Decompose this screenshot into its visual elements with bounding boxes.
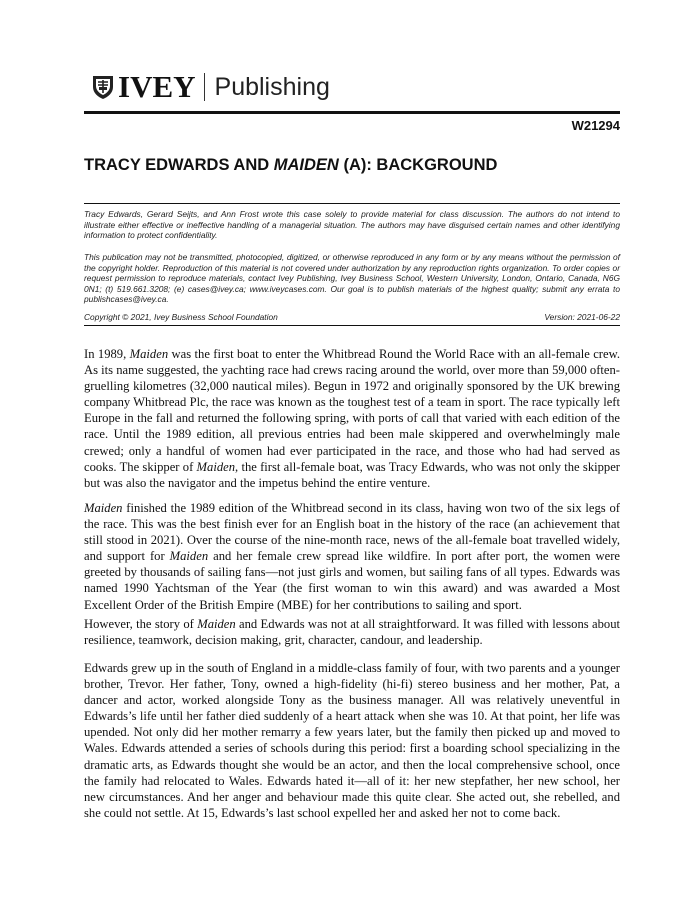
ivey-publishing-logo bbox=[92, 70, 330, 104]
version-text: Version: 2021-06-22 bbox=[544, 312, 620, 322]
title-italic: MAIDEN bbox=[273, 156, 339, 174]
logo-publisher-text: Publishing bbox=[214, 73, 330, 101]
case-number: W21294 bbox=[571, 118, 620, 133]
p3-italic-1: Maiden bbox=[197, 617, 236, 631]
p2-text-a: finished the 1989 edition of the Whitbread second in its class, having won two of the six legs of the race. This was the best finish ever for an English boat in the history of the race (an achievement that still stood in 2021). Over the course of the nine-month race, news of the all-female boat travelled widely, and support for bbox=[84, 501, 620, 564]
case-title bbox=[84, 156, 624, 175]
ivey-crest-icon bbox=[92, 74, 114, 100]
authors-disclaimer: Tracy Edwards, Gerard Seijts, and Ann Frost wrote this case solely to provide material for class discussion. The authors do not intend to illustrate either effective or ineffective handling of a managerial situation. The authors may have disguised certain names and other identifying information to protect confidentiality. bbox=[84, 209, 620, 241]
title-part-1: TRACY EDWARDS AND bbox=[84, 156, 274, 174]
body-paragraph-3 bbox=[84, 616, 620, 648]
p2-italic-1: Maiden bbox=[84, 501, 123, 515]
header-rule bbox=[84, 111, 620, 114]
p1-text-a: In 1989, bbox=[84, 347, 130, 361]
copyright-text: Copyright © 2021, Ivey Business School Foundation bbox=[84, 312, 278, 322]
logo-divider bbox=[204, 73, 205, 101]
logo-brand-text: IVEY bbox=[118, 69, 196, 104]
body-paragraph-4: Edwards grew up in the south of England in a middle-class family of four, with two parents and a younger brother, Trevor. Her father, Tony, owned a high-fidelity (hi-fi) stereo business and her mother, Pat, a dancer and actor, worked alongside Tony as the business manager. All was relatively uneventful in Edwards’s life until her father died suddenly of a heart attack when she was 10. At that point, her life was upended. Not only did her mother remarry a few years later, but the family then picked up and moved to Wales. Edwards attended a series of schools during this period: first a boarding school specializing in the dramatic arts, as Edwards thought she would be an actor, and then the local comprehensive school, once the family had relocated to Wales. Edwards hated it—all of it: her new stepfather, her new school, her new circumstances. And her anger and behaviour made this quite clear. She acted out, she rebelled, and she could not settle. At 15, Edwards’s last school expelled her and asked her not to come back. bbox=[84, 661, 620, 820]
body-paragraph-1 bbox=[84, 346, 620, 491]
p3-text-b: and Edwards was not at all straightforward. It was filled with lessons about resilience, teamwork, decision making, grit, character, candour, and leadership. bbox=[84, 617, 620, 648]
title-part-2: (A): BACKGROUND bbox=[338, 156, 498, 174]
p1-italic-2: Maiden bbox=[196, 459, 236, 474]
permissions-notice: This publication may not be transmitted, photocopied, digitized, or otherwise reproduced in any form or by any means without the permission of the copyright holder. Reproduction of this material is not covered under authorization by any reproduction rights organization. To order copies or request permission to reproduce materials, contact Ivey Publishing, Ivey Business School, Western University, London, Ontario, Canada, N6G 0N1; (t) 519.661.3208; (e) cases@ivey.ca; www.iveycases.com. Our goal is to publish materials of the highest quality; submit any errata to publishcases@ivey.ca. bbox=[84, 252, 620, 305]
body-paragraph-2 bbox=[84, 500, 620, 613]
fineprint-bottom-rule bbox=[84, 325, 620, 326]
p3-text-a: However, the story of bbox=[84, 617, 198, 631]
p2-italic-2: Maiden bbox=[169, 549, 209, 564]
p1-text-b: was the first boat to enter the Whitbread Round the World Race with an all-female crew. As its name suggested, the yachting race had crews racing around the world, over more than 59,000 often-gruelling kilometres (32,000 nautical miles). Begun in 1972 and originally sponsored by the UK brewing company Whitbread Plc, the race was known as the toughest test of a team in sport. The race typically left Europe in the fall and returned the following spring, with ports of call that varied with each edition of the race. Until the 1989 edition, all previous entries had been male skippered and overwhelmingly male crewed; only a handful of women had ever participated in the race, and those who had had served as cooks. The skipper of bbox=[84, 347, 621, 474]
fineprint-top-rule bbox=[84, 203, 620, 204]
p2-text-b: and her female crew spread like wildfire. In port after port, the women were greeted by thousands of sailing fans—not just girls and women, but sailing fans of all types. Edwards was named 1990 Yachtsman of the Year (the first woman to win this award) and was awarded a Most Excellent Order of the British Empire (MBE) for her contributions to sailing and sport. bbox=[84, 549, 620, 612]
p1-text-c: , the first all-female boat, was Tracy Edwards, who was not only the skipper but was also the navigator and the impetus behind the entire venture. bbox=[84, 459, 620, 490]
copyright-line bbox=[84, 312, 620, 322]
p1-italic-1: Maiden bbox=[129, 347, 169, 361]
